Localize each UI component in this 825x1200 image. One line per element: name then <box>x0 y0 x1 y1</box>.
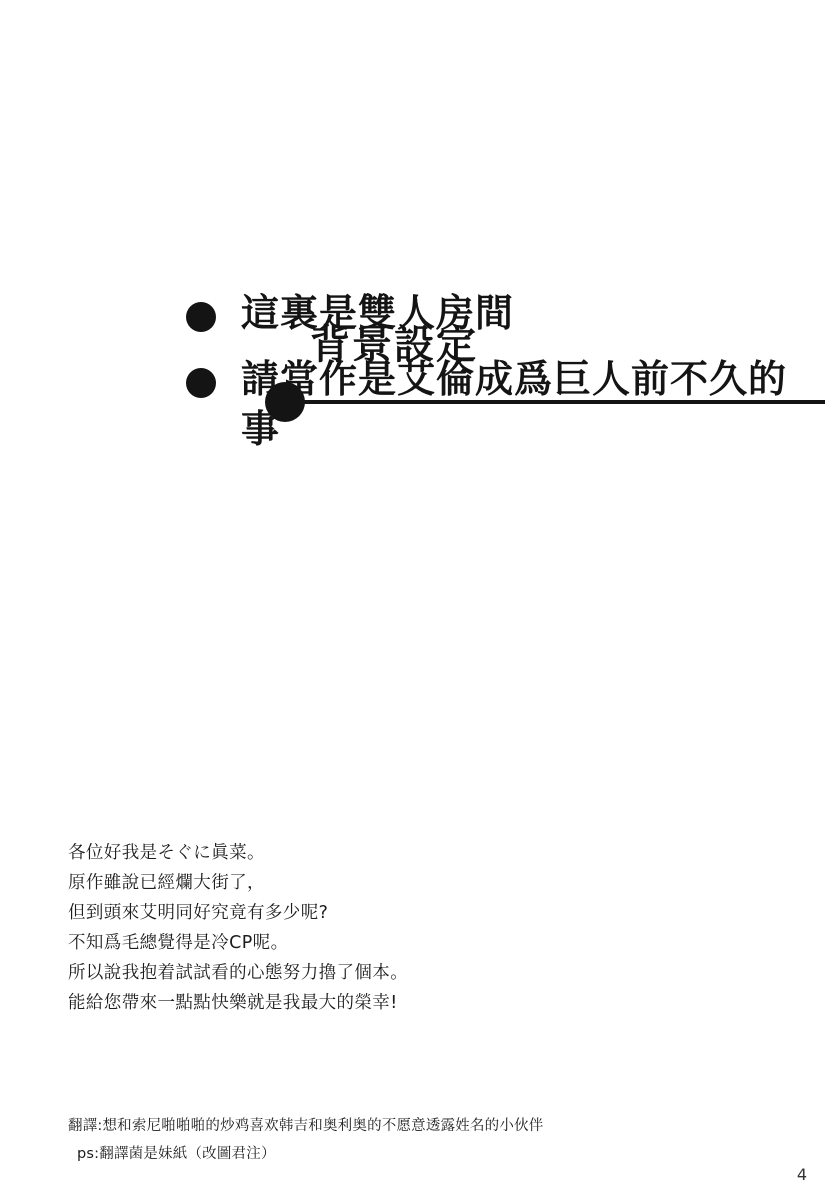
list-item <box>186 288 806 338</box>
afterword-line: 能給您帶來一點點快樂就是我最大的榮幸! <box>68 993 398 1014</box>
afterword-line: 所以說我抱着試試看的心態努力擼了個本。 <box>68 963 409 984</box>
credit-translation: 翻譯:想和索尼啪啪啪的炒鸡喜欢韩吉和奥利奥的不愿意透露姓名的小伙伴 <box>68 1118 544 1134</box>
afterword-line: 原作雖說已經爛大街了， <box>68 873 265 894</box>
bullet-list <box>186 288 806 470</box>
bullet-dot-icon <box>186 302 216 332</box>
page-number: 4 <box>796 1165 807 1184</box>
list-item-label: 這裏是雙人房間 <box>241 291 515 335</box>
credits-block <box>68 1112 788 1169</box>
afterword-line: 不知爲毛總覺得是冷CP呢。 <box>68 933 289 954</box>
credit-note: ps:翻譯菌是妹紙（改圖君注） <box>77 1146 276 1163</box>
list-item-label: 請當作是艾倫成爲巨人前不久的事 <box>241 357 788 452</box>
afterword-text <box>68 838 768 1019</box>
bullet-dot-icon <box>186 368 216 398</box>
page-title: 背景設定 <box>310 322 478 368</box>
afterword-line: 但到頭來艾明同好究竟有多少呢? <box>68 903 329 924</box>
list-item <box>186 354 806 454</box>
afterword-line: 各位好我是そぐに眞菜。 <box>68 843 265 863</box>
